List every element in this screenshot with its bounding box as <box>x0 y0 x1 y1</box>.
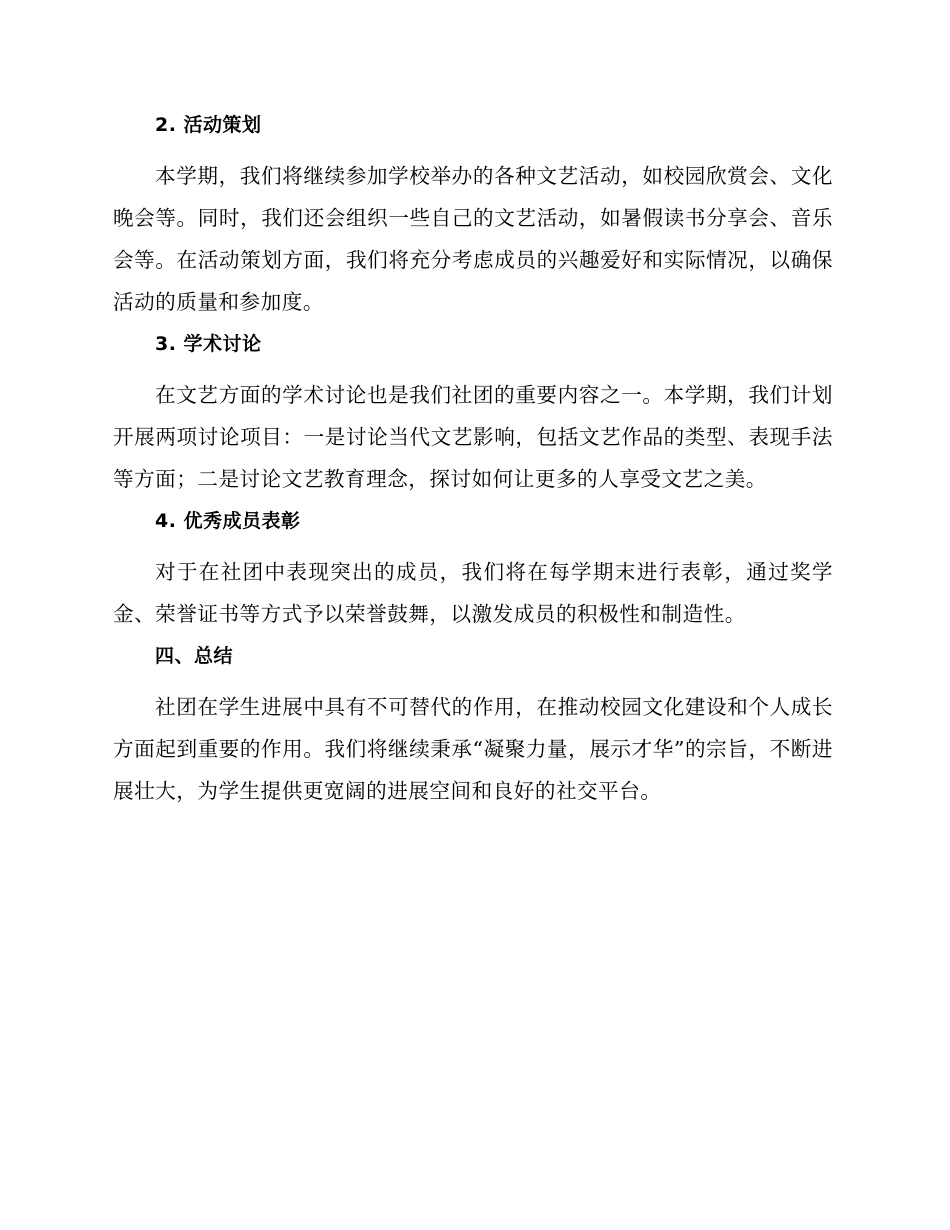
section-heading: 四、总结 <box>155 645 234 667</box>
document-body <box>113 110 833 818</box>
section-paragraph: 本学期，我们将继续参加学校举办的各种文艺活动，如校园欣赏会、文化晚会等。同时，我们还会组织一些自己的文艺活动，如暑假读书分享会、音乐会等。在活动策划方面，我们将充分考虑成员的兴趣爱好和实际情况，以确保活动的质量和参加度。 <box>113 164 833 314</box>
section-academic-discussion <box>113 329 833 500</box>
section-heading: 4. 优秀成员表彰 <box>155 510 301 532</box>
section-member-awards <box>113 506 833 635</box>
section-paragraph: 对于在社团中表现突出的成员，我们将在每学期末进行表彰，通过奖学金、荣誉证书等方式予以荣誉鼓舞，以激发成员的积极性和制造性。 <box>113 560 833 626</box>
section-paragraph: 社团在学生进展中具有不可替代的作用，在推动校园文化建设和个人成长方面起到重要的作用。我们将继续秉承“凝聚力量，展示才华”的宗旨，不断进展壮大，为学生提供更宽阔的进展空间和良好的社交平台。 <box>113 695 833 803</box>
section-heading: 2. 活动策划 <box>155 114 262 136</box>
section-paragraph: 在文艺方面的学术讨论也是我们社团的重要内容之一。本学期，我们计划开展两项讨论项目：一是讨论当代文艺影响，包括文艺作品的类型、表现手法等方面；二是讨论文艺教育理念，探讨如何让更多的人享受文艺之美。 <box>113 383 833 491</box>
section-activity-planning <box>113 110 833 323</box>
section-summary <box>113 641 833 812</box>
section-heading: 3. 学术讨论 <box>155 333 262 355</box>
